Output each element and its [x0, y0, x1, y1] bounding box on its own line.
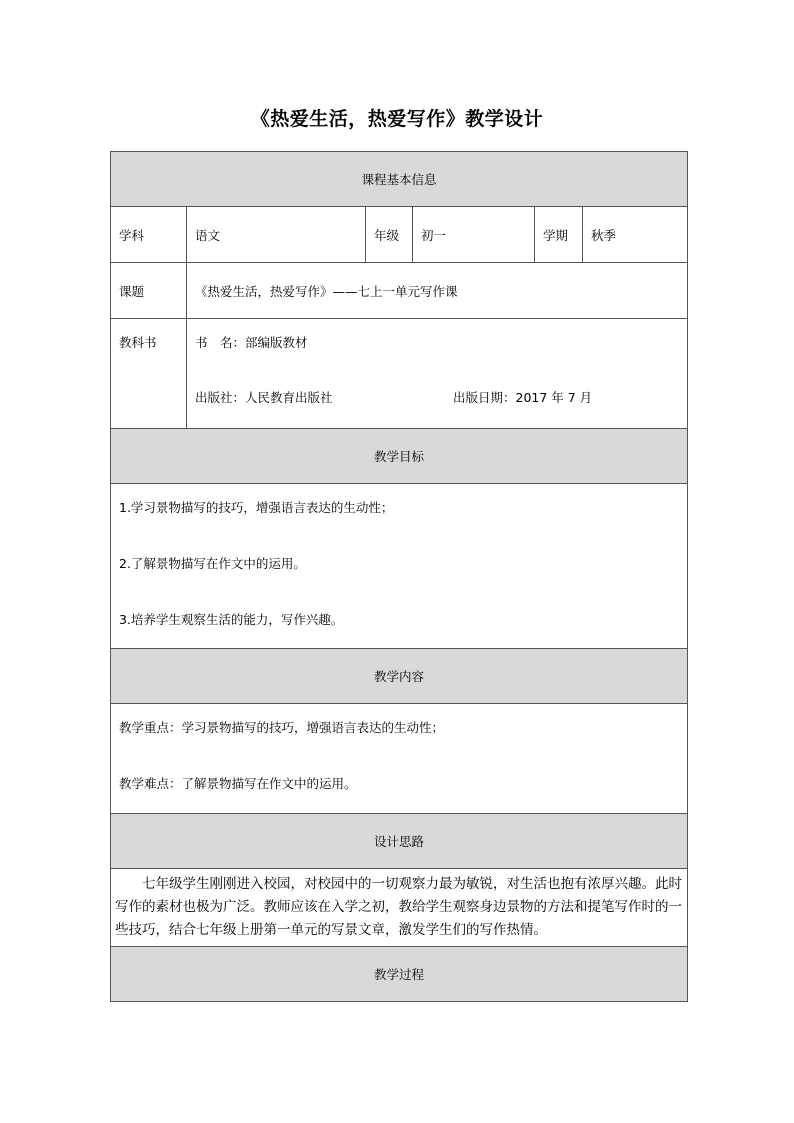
lesson-plan-table — [110, 151, 688, 1002]
key-point: 教学重点：学习景物描写的技巧，增强语言表达的生动性； — [119, 720, 445, 735]
objective-item: 1.学习景物描写的技巧，增强语言表达的生动性； — [119, 500, 394, 515]
subject-value: 语文 — [187, 207, 366, 263]
objectives-list — [111, 484, 688, 649]
section-content: 教学内容 — [111, 649, 688, 704]
section-process: 教学过程 — [111, 947, 688, 1002]
publisher: 出版社：人民教育出版社 — [195, 390, 333, 405]
book-name: 书 名：部编版教材 — [195, 335, 308, 350]
design-paragraph: 七年级学生刚刚进入校园，对校园中的一切观察力最为敏锐，对生活也抱有浓厚兴趣。此时写作的素材也极为广泛。教师应该在入学之初，教给学生观察身边景物的方法和提笔写作时的一些技巧，结合七年级上册第一单元的写景文章，激发学生们的写作热情。 — [111, 869, 688, 947]
topic-value: 《热爱生活，热爱写作》——七上一单元写作课 — [187, 263, 688, 319]
section-objectives: 教学目标 — [111, 429, 688, 484]
grade-label: 年级 — [366, 207, 413, 263]
textbook-info — [187, 319, 688, 429]
subject-label: 学科 — [111, 207, 187, 263]
objective-item: 3.培养学生观察生活的能力，写作兴趣。 — [119, 612, 344, 627]
difficulty: 教学难点：了解景物描写在作文中的运用。 — [119, 776, 357, 791]
term-label: 学期 — [535, 207, 583, 263]
section-design: 设计思路 — [111, 814, 688, 869]
topic-label: 课题 — [111, 263, 187, 319]
grade-value: 初一 — [413, 207, 535, 263]
term-value: 秋季 — [583, 207, 688, 263]
section-basic-info: 课程基本信息 — [111, 152, 688, 207]
document-title: 《热爱生活，热爱写作》教学设计 — [250, 108, 544, 130]
textbook-label: 教科书 — [111, 319, 187, 429]
content-block — [111, 704, 688, 814]
objective-item: 2.了解景物描写在作文中的运用。 — [119, 556, 306, 571]
publish-date: 出版日期：2017 年 7 月 — [453, 390, 593, 405]
